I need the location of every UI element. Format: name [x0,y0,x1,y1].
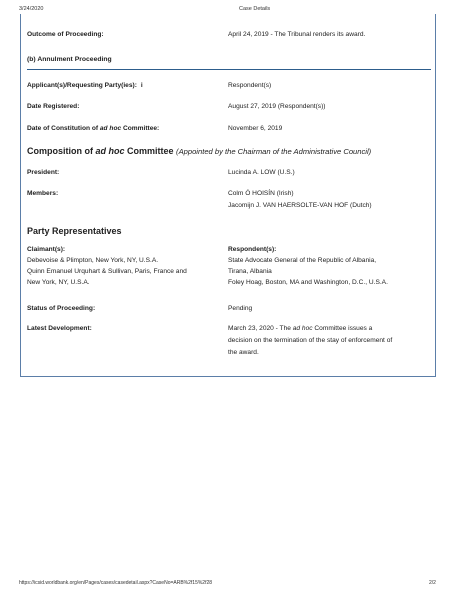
claimant-block [27,245,187,287]
case-details-panel [20,14,436,377]
president-value: Lucinda A. LOW (U.S.) [228,169,295,176]
outcome-value: April 24, 2019 - The Tribunal renders its award. [228,31,366,38]
applicant-label: Applicant(s)/Requesting Party(ies): i [27,82,143,89]
composition-subheading: (Appointed by the Chairman of the Administrative Council) [176,147,372,156]
status-value: Pending [228,305,253,312]
latest-label: Latest Development: [27,325,92,332]
respondent-line: Foley Hoag, Boston, MA and Washington, D.C., U.S.A. [228,279,388,286]
section-divider [27,69,431,70]
print-date: 3/24/2020 [19,6,44,12]
page-number: 2/2 [429,580,436,586]
respondent-block [228,245,428,287]
date-registered-label: Date Registered: [27,103,80,110]
outcome-label: Outcome of Proceeding: [27,31,104,38]
claimant-line: New York, NY, U.S.A. [27,279,90,286]
constitution-label: Date of Constitution of ad hoc Committee: [27,125,160,132]
members-value [228,189,428,210]
respondent-label: Respondent(s): [228,246,277,253]
applicant-value: Respondent(s) [228,82,272,89]
info-icon[interactable]: i [140,82,143,89]
claimant-line: Debevoise & Plimpton, New York, NY, U.S.A. [27,257,159,264]
latest-value: March 23, 2020 - The ad hoc Committee issues a decision on the termination of the stay of enforcement of the award. [228,325,393,356]
page-url: https://icsid.worldbank.org/en/Pages/cases/casedetail.aspx?CaseNo=ARB%2f15%2f28 [19,580,213,586]
member-item: Jacomijn J. VAN HAERSOLTE-VAN HOF (Dutch) [228,202,372,209]
print-title: Case Details [239,6,271,12]
representatives-heading: Party Representatives [27,226,122,236]
constitution-value: November 6, 2019 [228,125,283,132]
status-label: Status of Proceeding: [27,305,96,312]
respondent-line: Tirana, Albania [228,268,272,275]
composition-heading: Composition of ad hoc Committee (Appointed by the Chairman of the Administrative Council) [27,146,372,156]
print-footer [0,580,458,590]
date-registered-value: August 27, 2019 (Respondent(s)) [228,103,326,110]
president-label: President: [27,169,60,176]
annulment-heading: (b) Annulment Proceeding [27,56,112,63]
claimant-label: Claimant(s): [27,246,66,253]
claimant-line: Quinn Emanuel Urquhart & Sullivan, Paris, France and [27,268,187,275]
members-label: Members: [27,190,59,197]
respondent-line: State Advocate General of the Republic of Albania, [228,257,377,264]
member-item: Colm Ó HOISÍN (Irish) [228,190,294,197]
